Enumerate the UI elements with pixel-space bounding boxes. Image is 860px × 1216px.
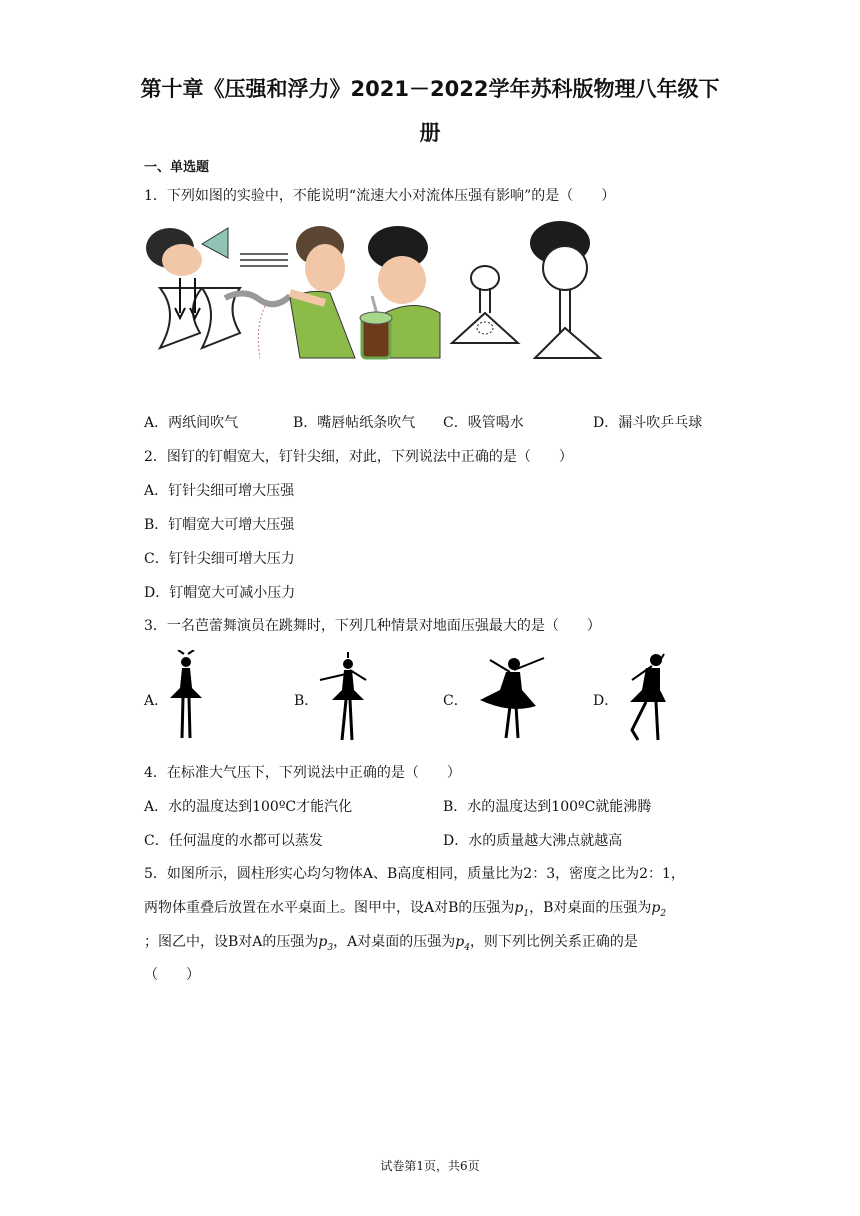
q4-option-d[interactable]: D．水的质量越大沸点就越高 [443, 833, 623, 849]
q4-option-a[interactable]: A．水的温度达到100ºC才能汽化 [144, 799, 353, 815]
question-5-line-4: （ ） [144, 967, 200, 983]
q1-option-a[interactable]: A．两纸间吹气 [144, 415, 239, 431]
q2-option-d[interactable]: D．钉帽宽大可减小压力 [144, 585, 296, 601]
q3-dancer-d-silhouette [618, 650, 668, 742]
page-title: 第十章《压强和浮力》2021－2022学年苏科版物理八年级下 [140, 77, 720, 101]
boy-funnel-blowing-figure [530, 221, 600, 358]
q2-option-b[interactable]: B．钉帽宽大可增大压强 [144, 517, 295, 533]
boy-drinking-straw-figure [360, 226, 440, 358]
question-1-stem: 1．下列如图的实验中，不能说明“流速大小对流体压强有影响”的是（ ） [144, 188, 616, 204]
question-4-stem: 4．在标准大气压下，下列说法中正确的是（ ） [144, 765, 461, 781]
question-5-line-3: ；图乙中，设B对A的压强为$p_3$，A对桌面的压强为$p_4$，则下列比例关系正确的是 [144, 934, 638, 953]
q2-option-c[interactable]: C．钉针尖细可增大压力 [144, 551, 295, 567]
q3-option-b[interactable]: B． [294, 693, 319, 709]
boy-paper-strip-figure [225, 226, 355, 358]
q3-dancer-b-silhouette [318, 650, 368, 742]
q3-option-d[interactable]: D． [593, 693, 619, 709]
q4-option-b[interactable]: B．水的温度达到100ºC就能沸腾 [443, 799, 652, 815]
question-1-illustration [140, 218, 620, 368]
q4-option-c[interactable]: C．任何温度的水都可以蒸发 [144, 833, 323, 849]
page-footer: 试卷第1页，共6页 [380, 1159, 480, 1173]
page-title-continued: 册 [419, 121, 441, 145]
question-2-stem: 2．图钉的钉帽宽大，钉针尖细，对此，下列说法中正确的是（ ） [144, 449, 573, 465]
q3-option-a[interactable]: A． [144, 693, 169, 709]
question-5-line-1: 5．如图所示，圆柱形实心均匀物体A、B高度相同，质量比为2：3，密度之比为2：1， [144, 866, 685, 882]
q3-option-c[interactable]: C． [443, 693, 468, 709]
q3-dancer-a-silhouette [162, 650, 208, 740]
section-heading: 一、单选题 [144, 160, 210, 175]
q1-option-d[interactable]: D．漏斗吹乒乓球 [593, 415, 703, 431]
boy-blowing-paper-figure [146, 228, 240, 348]
q3-dancer-c-silhouette [470, 650, 546, 740]
question-3-stem: 3．一名芭蕾舞演员在跳舞时，下列几种情景对地面压强最大的是（ ） [144, 618, 601, 634]
q1-option-b[interactable]: B．嘴唇帖纸条吹气 [293, 415, 416, 431]
q1-option-c[interactable]: C．吸管喝水 [443, 415, 524, 431]
hand-funnel-figure [452, 266, 518, 343]
q2-option-a[interactable]: A．钉针尖细可增大压强 [144, 483, 295, 499]
question-5-line-2: 两物体重叠后放置在水平桌面上。图甲中，设A对B的压强为$p_1$，B对桌面的压强为$p_2$ [144, 900, 667, 919]
